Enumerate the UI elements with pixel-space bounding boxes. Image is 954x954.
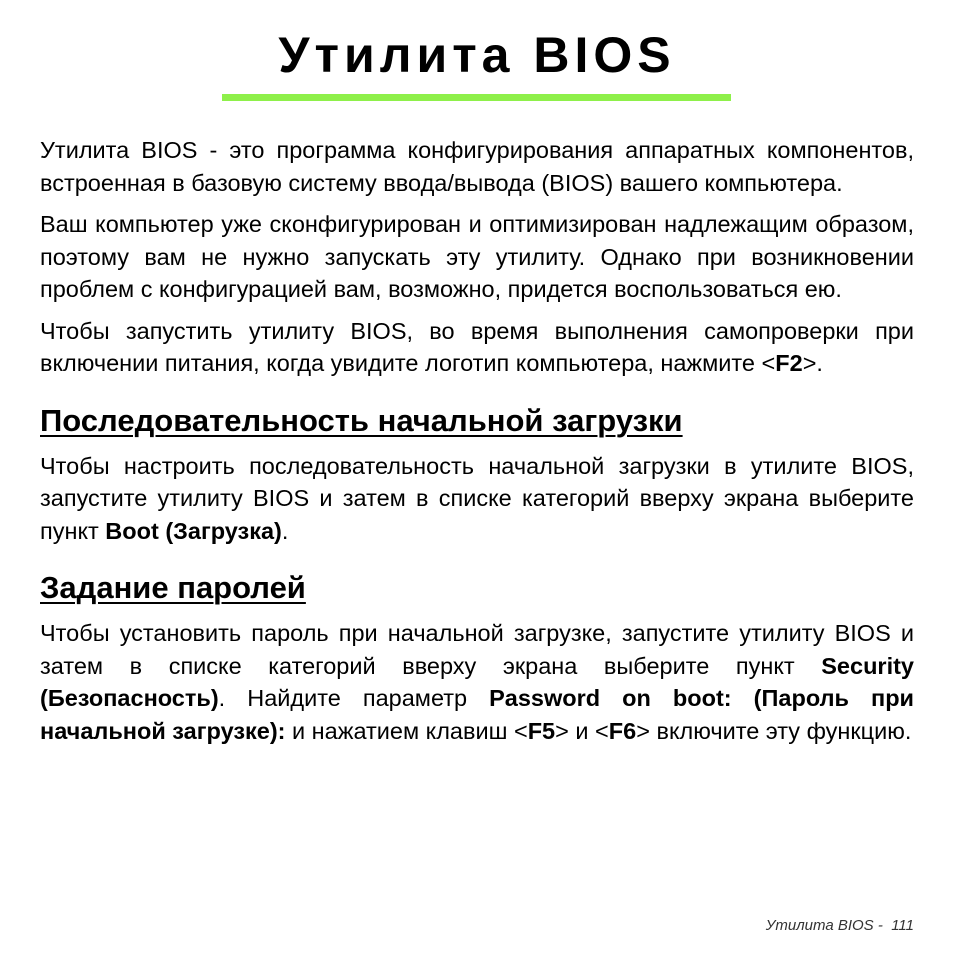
passwords-paragraph bbox=[40, 617, 914, 747]
footer-page-number: 111 bbox=[891, 917, 914, 934]
boot-text-after: . bbox=[281, 517, 289, 544]
password-on-boot-option: Password on boot: (Пароль при начальной загрузке): bbox=[40, 685, 914, 744]
footer-section-name: Утилита BIOS - bbox=[765, 917, 883, 934]
key-f5: F5 bbox=[527, 717, 556, 744]
security-menu-item: Security (Безопасность) bbox=[40, 652, 914, 711]
intro-p3-text-before: Чтобы запустить утилиту BIOS, во время выполнения самопроверки при включении питания, когда увидите логотип компьютера, нажмите < bbox=[40, 317, 914, 376]
intro-paragraph-2: Ваш компьютер уже сконфигурирован и оптимизирован надлежащим образом, поэтому вам не нужно запускать эту утилиту. Однако при возникновении проблем с конфигурацией вам, возможно, придется воспользоваться ею. bbox=[40, 211, 914, 302]
boot-menu-item: Boot (Загрузка) bbox=[105, 517, 282, 544]
intro-paragraph-3 bbox=[40, 315, 914, 380]
intro-paragraph-1: Утилита BIOS - это программа конфигурирования аппаратных компонентов, встроенная в базовую систему ввода/вывода (BIOS) вашего компьютера. bbox=[40, 137, 914, 196]
password-text-5: > включите эту функцию. bbox=[636, 717, 912, 744]
password-text-3: и нажатием клавиш < bbox=[285, 717, 528, 744]
page-title: Утилита BIOS bbox=[278, 27, 676, 83]
password-text-4: > и < bbox=[555, 717, 609, 744]
page-footer bbox=[766, 917, 914, 934]
passwords-heading: Задание паролей bbox=[40, 570, 306, 605]
intro-p3-text-after: >. bbox=[802, 350, 823, 376]
page-content bbox=[40, 134, 914, 756]
title-underline-bar bbox=[222, 94, 731, 101]
boot-sequence-paragraph bbox=[40, 450, 914, 548]
boot-sequence-heading: Последовательность начальной загрузки bbox=[40, 402, 683, 438]
key-f6: F6 bbox=[608, 717, 637, 744]
key-f2: F2 bbox=[775, 350, 803, 376]
password-text-1: Чтобы установить пароль при начальной загрузке, запустите утилиту BIOS и затем в списке категорий вверху экрана выберите пункт bbox=[40, 620, 914, 679]
password-text-2: . Найдите параметр bbox=[218, 685, 490, 711]
boot-text-before: Чтобы настроить последовательность начальной загрузки в утилите BIOS, запустите утилиту BIOS и затем в списке категорий вверху экрана выберите пункт bbox=[40, 452, 914, 544]
